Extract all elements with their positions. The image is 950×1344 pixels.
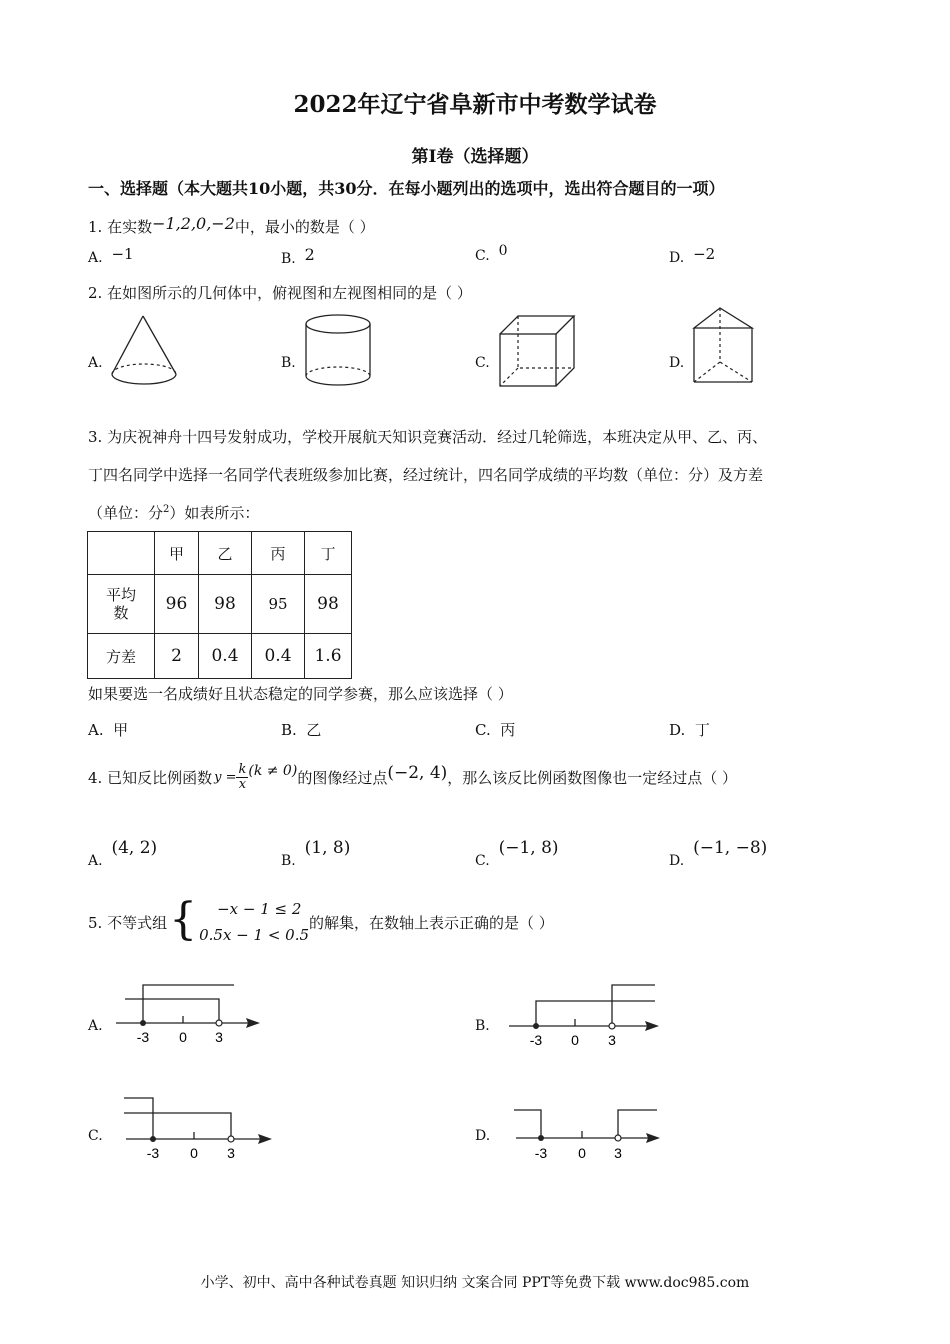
- number-line-a: [112, 980, 272, 1050]
- q4-numerator: k: [238, 761, 247, 777]
- q3-unit-text-end: ）如表所示：: [169, 504, 260, 522]
- row-label-variance: 方差: [88, 634, 155, 679]
- triangular-prism-icon: [690, 304, 760, 388]
- tick-label: -3: [136, 1029, 150, 1045]
- q1-pre: 1. 在实数: [88, 218, 153, 236]
- table-cell: 98: [305, 575, 352, 634]
- q4-denominator: x: [238, 776, 247, 792]
- q3-question: 如果要选一名成绩好且状态稳定的同学参赛，那么应该选择（ ）: [88, 685, 513, 703]
- cube-icon: [496, 312, 580, 392]
- q5-option-a-label[interactable]: A.: [88, 1018, 103, 1034]
- number-line-d: [510, 1100, 670, 1166]
- option-value: (−1, 8): [498, 838, 559, 858]
- option-label: A.: [88, 721, 104, 739]
- q5-system: [199, 896, 309, 948]
- q4-option-b[interactable]: [281, 838, 351, 869]
- table-corner: [88, 532, 155, 575]
- q1-option-d[interactable]: [669, 245, 716, 266]
- q2-option-a-label[interactable]: A.: [88, 355, 103, 371]
- question-2-stem: 2. 在如图所示的几何体中，俯视图和左视图相同的是（ ）: [88, 284, 472, 302]
- q4-option-d[interactable]: [669, 838, 768, 869]
- number-line-b: [505, 980, 665, 1050]
- table-cell: 98: [199, 575, 252, 634]
- tick-label: 0: [190, 1145, 198, 1161]
- option-label: C.: [475, 248, 490, 264]
- q4-fraction: [236, 763, 248, 792]
- table-header: 丙: [252, 532, 305, 575]
- option-label: B.: [281, 853, 296, 869]
- table-cell: 1.6: [305, 634, 352, 679]
- brace-icon: {: [169, 894, 198, 945]
- q2-option-d-label[interactable]: D.: [669, 355, 685, 371]
- row-label-part: 数: [113, 604, 129, 622]
- q1-option-a[interactable]: [88, 245, 134, 266]
- tick-label: 3: [215, 1029, 223, 1045]
- q4-point: (−2, 4): [387, 763, 448, 783]
- option-value: (−1, −8): [693, 838, 768, 858]
- table-header: 甲: [155, 532, 199, 575]
- q4-pre: 4. 已知反比例函数: [88, 768, 213, 787]
- option-value: 乙: [306, 721, 322, 739]
- q1-option-b[interactable]: [281, 245, 315, 267]
- q5-inequality-1: −x − 1 ≤ 2: [217, 900, 302, 918]
- option-label: B.: [281, 721, 297, 739]
- number-line-c: [120, 1092, 280, 1164]
- q3-unit-sup: 2: [163, 504, 170, 515]
- table-cell: 0.4: [252, 634, 305, 679]
- tick-label: 3: [614, 1145, 622, 1161]
- option-value: (4, 2): [111, 838, 158, 858]
- tick-label: 3: [608, 1032, 616, 1048]
- q3-option-d[interactable]: [669, 719, 710, 740]
- q1-option-c[interactable]: [475, 243, 508, 264]
- tick-label: -3: [529, 1032, 543, 1048]
- q4-mid: 的图像经过点: [297, 768, 388, 787]
- page-footer[interactable]: 小学、初中、高中各种试卷真题 知识归纳 文案合同 PPT等免费下载 www.doc985.com: [200, 1275, 750, 1291]
- option-value: 甲: [113, 721, 129, 739]
- table-row: [88, 575, 352, 634]
- table-header-row: [88, 532, 352, 575]
- q2-option-b-label[interactable]: B.: [281, 355, 296, 371]
- q5-pre: 5. 不等式组: [88, 913, 168, 932]
- option-label: D.: [669, 250, 685, 266]
- q5-option-b-label[interactable]: B.: [475, 1018, 490, 1034]
- q5-post: 的解集，在数轴上表示正确的是（ ）: [309, 913, 554, 932]
- row-label-mean: [88, 575, 155, 634]
- table-header: 丁: [305, 532, 352, 575]
- option-label: A.: [88, 250, 103, 266]
- table-header: 乙: [199, 532, 252, 575]
- option-value: 丁: [694, 721, 710, 739]
- table-cell: 96: [155, 575, 199, 634]
- q3-option-a[interactable]: [88, 719, 128, 740]
- question-1-stem: [88, 216, 375, 237]
- cone-icon: [106, 312, 186, 392]
- table-cell: 95: [252, 575, 305, 634]
- q4-condition: (k ≠ 0): [248, 763, 298, 779]
- cylinder-icon: [302, 312, 378, 392]
- q5-inequality-2: 0.5x − 1 < 0.5: [199, 926, 310, 944]
- q4-y: y =: [214, 769, 237, 785]
- row-label-part: 平均: [105, 586, 136, 604]
- tick-label: 3: [227, 1145, 235, 1161]
- tick-label: 0: [571, 1032, 579, 1048]
- option-value: −2: [693, 245, 716, 263]
- tick-label: 0: [578, 1145, 586, 1161]
- question-4-stem: [88, 752, 737, 802]
- q3-line-3: [88, 502, 259, 523]
- q4-post: ，那么该反比例函数图像也一定经过点（ ）: [447, 768, 738, 787]
- q1-post: 中，最小的数是（ ）: [234, 218, 375, 236]
- section-heading: 一、选择题（本大题共10小题，共30分．在每小题列出的选项中，选出符合题目的一项）: [88, 179, 725, 198]
- q2-option-c-label[interactable]: C.: [475, 355, 490, 371]
- table-cell: 0.4: [199, 634, 252, 679]
- volume-heading: 第Ⅰ卷（选择题）: [411, 147, 539, 167]
- score-table: [87, 531, 352, 679]
- tick-label: 0: [179, 1029, 187, 1045]
- table-cell: 2: [155, 634, 199, 679]
- q5-option-c-label[interactable]: C.: [88, 1128, 103, 1144]
- option-value: −1: [111, 245, 134, 263]
- exam-title: 2022年辽宁省阜新市中考数学试卷: [293, 91, 657, 118]
- tick-label: -3: [146, 1145, 160, 1161]
- option-label: B.: [281, 251, 296, 267]
- q4-option-c[interactable]: [475, 838, 559, 869]
- option-label: D.: [669, 853, 685, 869]
- table-row: [88, 634, 352, 679]
- option-value: (1, 8): [304, 838, 351, 858]
- q3-unit-text: （单位：分: [88, 504, 164, 522]
- q3-option-b[interactable]: [281, 719, 321, 740]
- option-value: 0: [498, 243, 508, 259]
- q5-option-d-label[interactable]: D.: [475, 1128, 491, 1144]
- option-value: 2: [304, 245, 315, 264]
- option-label: A.: [88, 853, 103, 869]
- option-label: D.: [669, 721, 686, 739]
- q1-number-set: −1,2,0,−2: [152, 214, 235, 233]
- q3-option-c[interactable]: [475, 719, 515, 740]
- question-5-stem: [88, 893, 554, 951]
- tick-label: -3: [534, 1145, 548, 1161]
- option-label: C.: [475, 721, 491, 739]
- q3-line-2: 丁四名同学中选择一名同学代表班级参加比赛，经过统计，四名同学成绩的平均数（单位：分）及方差: [88, 466, 764, 484]
- option-label: C.: [475, 853, 490, 869]
- q4-option-a[interactable]: [88, 838, 158, 869]
- q3-line-1: 3. 为庆祝神舟十四号发射成功，学校开展航天知识竞赛活动．经过几轮筛选，本班决定从甲、乙、丙、: [88, 428, 768, 446]
- option-value: 丙: [500, 721, 516, 739]
